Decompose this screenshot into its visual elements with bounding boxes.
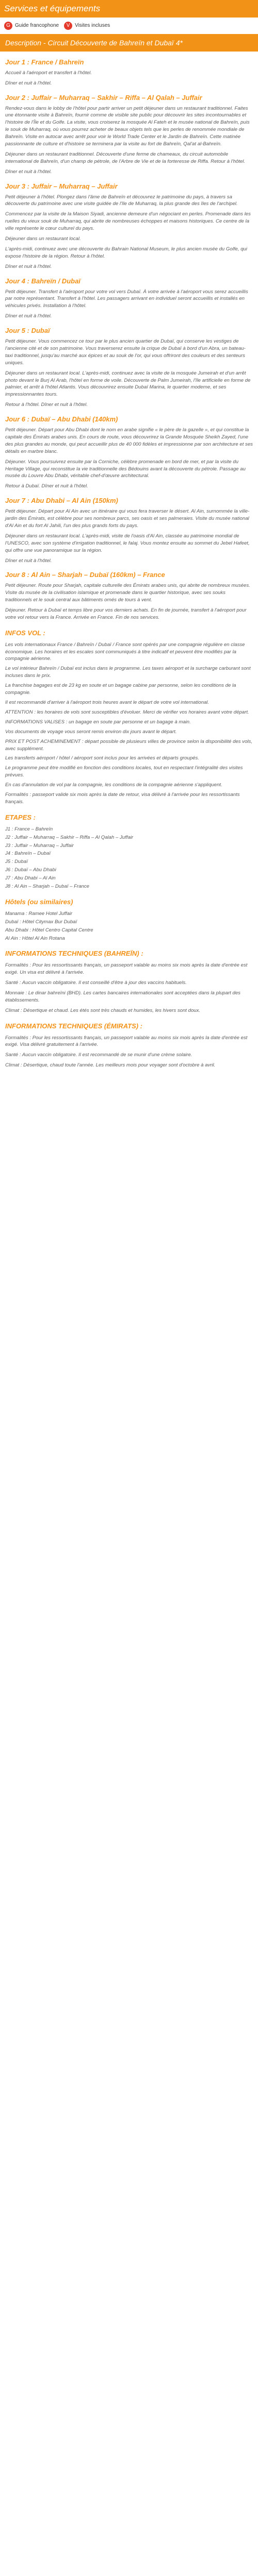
days-list [0, 58, 258, 621]
tech-paragraph: Santé : Aucun vaccin obligatoire. Il est recommandé de se munir d'une crème solaire. [5, 1052, 192, 1058]
day-title: Jour 7 : Abu Dhabi – Al Ain (150km) [5, 497, 118, 505]
day-paragraph: Commencez par la visite de la Maison Siyadi, ancienne demeure d'un négociant en perles. Promenade dans les ruelles du vieux souk de Muharraq, qui abrite de nombreuses échoppes et maisons historiques. Ce centre de la ville représente le cœur culturel du pays. [5, 211, 251, 232]
description-title: Description - Circuit Découverte de Bahreïn et Dubaï 4* [0, 34, 258, 52]
day-paragraph: Déjeuner. Retour à Dubaï et temps libre pour vos derniers achats. En fin de journée, transfert à l'aéroport pour votre vol retour vers la France. Arrivée en France. Fin de nos services. [5, 607, 247, 620]
step-item: J8 : Al Ain – Sharjah – Dubaï – France [5, 884, 90, 890]
day-title: Jour 3 : Juffair – Muharraq – Juffair [5, 182, 118, 190]
tech-paragraph: Monnaie : Le dinar bahreïni (BHD). Les cartes bancaires internationales sont acceptées dans la plupart des établissements. [5, 990, 240, 1003]
day-title: Jour 5 : Dubaï [5, 327, 50, 335]
hotels-title: Hôtels (ou similaires) [5, 897, 73, 906]
day-paragraph: Dîner et nuit à l'hôtel. [5, 313, 52, 319]
step-item: J4 : Bahreïn – Dubaï [5, 851, 51, 857]
banner-title: Services et équipements [4, 4, 101, 13]
day-paragraph: Retour à Dubaï. Dîner et nuit à l'hôtel. [5, 483, 88, 489]
tech-ae-section [5, 1035, 253, 1070]
legend-included [64, 22, 110, 30]
info-paragraph: Le vol intérieur Bahreïn / Dubaï est inclus dans le programme. Les taxes aéroport et la surcharge carburant sont incluses dans le prix. [5, 666, 251, 679]
info-paragraph: Les vols internationaux France / Bahreïn / Dubaï / France sont opérés par une compagnie régulière en classe économique. Les horaires et les escales sont communiqués à titre indicatif et peuvent être modifiés par la compagnie aérienne. [5, 641, 245, 662]
day-title: Jour 1 : France / Bahreïn [5, 58, 84, 66]
info-paragraph: Le programme peut être modifié en fonction des conditions locales, tout en respectant l'intégralité des visites prévues. [5, 765, 243, 778]
day-paragraph: Petit déjeuner à l'hôtel. Plongez dans l'âme de Bahreïn et découvrez le patrimoine du pays, à travers sa découverte du patrimoine avec une visite guidée de l'île de Muharraq, la plus grande des îles de l'archipel. [5, 194, 238, 207]
info-paragraph: Il est recommandé d'arriver à l'aéroport trois heures avant le départ de votre vol international. [5, 699, 209, 705]
day-section [0, 93, 258, 176]
infos-section [0, 641, 258, 806]
info-paragraph: Les transferts aéroport / hôtel / aéroport sont inclus pour les arrivées et départs groupés. [5, 755, 199, 761]
legend-guide [4, 22, 59, 30]
day-paragraph: Déjeuner dans un restaurant local. [5, 236, 81, 242]
services-banner [0, 0, 258, 18]
day-paragraph: Dîner et nuit à l'hôtel. [5, 80, 52, 86]
page [0, 0, 258, 1069]
info-paragraph: La franchise bagages est de 23 kg en soute et un bagage cabine par personne, selon les conditions de la compagnie. [5, 683, 236, 696]
day-paragraph: Petit déjeuner. Transfert à l'aéroport pour votre vol vers Dubaï. À votre arrivée à l'aéroport vous serez accueillis par notre représentant. Transfert à l'hôtel. Les passagers arrivant en individuel seront accueillis et installés en véhicules privés. Installation à l'hôtel. [5, 289, 248, 309]
day-paragraph: L'après-midi, continuez avec une découverte du Bahrain National Museum, le plus ancien musée du Golfe, qui expose l'histoire de la région. Retour à l'hôtel. [5, 246, 247, 259]
steps-list [5, 826, 253, 890]
day-section [0, 182, 258, 270]
step-item: J1 : France – Bahreïn [5, 826, 53, 832]
hotel-item: Dubaï : Hôtel Citymax Bur Dubaï [5, 919, 77, 925]
day-paragraph: Petit déjeuner. Départ pour Abu Dhabi dont le nom en arabe signifie « le père de la gazelle », et qui constitue la capitale des Émirats arabes unis. En cours de route, vous découvrirez la Grande Mosquée Sheikh Zayed, l'une des plus grandes au monde, qui peut accueillir plus de 40 000 fidèles et impressionne par son architecture et ses détails en marbre blanc. [5, 427, 253, 454]
tech-bh-section [5, 962, 253, 1014]
tech-paragraph: Santé : Aucun vaccin obligatoire. Il est conseillé d'être à jour des vaccins habituels. [5, 980, 187, 986]
day-section [0, 570, 258, 621]
day-paragraph: Déjeuner dans un restaurant traditionnel. Découverte d'une ferme de chameaux, du circuit automobile international de Bahreïn, d'un champ de pétrole, de l'Arbre de Vie et de la forteresse de Riffa. Retour à l'hôtel. [5, 151, 246, 164]
hotel-item: Manama : Ramee Hotel Juffair [5, 910, 73, 917]
info-paragraph: Formalités : passeport valide six mois après la date de retour, visa délivré à l'arrivée pour les ressortissants français. [5, 792, 240, 805]
day-title: Jour 4 : Bahreïn / Dubaï [5, 277, 80, 285]
info-paragraph: En cas d'annulation de vol par la compagnie, les conditions de la compagnie aérienne s'appliquent. [5, 782, 222, 788]
day-paragraph: Dîner et nuit à l'hôtel. [5, 168, 52, 175]
legend [0, 18, 258, 34]
day-section [0, 496, 258, 564]
tech-paragraph: Climat : Désertique, chaud toute l'année. Les meilleurs mois pour voyager sont d'octobre à avril. [5, 1062, 216, 1069]
steps-title: ETAPES : [5, 813, 36, 821]
visits-icon: V [64, 22, 72, 30]
hotel-item: Al Ain : Hôtel Al Ain Rotana [5, 935, 65, 941]
tech-ae-title: INFORMATIONS TECHNIQUES (ÉMIRATS) : [5, 1022, 143, 1030]
day-paragraph: Déjeuner dans un restaurant local. L'après-midi, visite de l'oasis d'Al Ain, classée au patrimoine mondial de l'UNESCO, avec son système d'irrigation traditionnel, le falaj. Vous montez ensuite au sommet du Jebel Hafeet, qui offre une vue panoramique sur la région. [5, 533, 250, 553]
day-section [0, 277, 258, 320]
step-item: J3 : Juffair – Muharraq – Juffair [5, 842, 74, 849]
info-paragraph: PRIX ET POST ACHEMINEMENT : départ possible de plusieurs villes de province selon la disponibilité des vols, avec supplément. [5, 738, 252, 752]
day-paragraph: Dîner et nuit à l'hôtel. [5, 557, 52, 564]
step-item: J6 : Dubaï – Abu Dhabi [5, 867, 56, 873]
day-paragraph: Retour à l'hôtel. Dîner et nuit à l'hôtel. [5, 402, 88, 408]
step-item: J7 : Abu Dhabi – Al Ain [5, 875, 56, 882]
info-paragraph: ATTENTION : les horaires de vols sont susceptibles d'évoluer. Merci de vérifier vos horaires avant votre départ. [5, 709, 249, 715]
infos-title: INFOS VOL : [5, 629, 45, 637]
tech-bh-title: INFORMATIONS TECHNIQUES (BAHREÏN) : [5, 950, 143, 958]
day-title: Jour 6 : Dubaï – Abu Dhabi (140km) [5, 415, 118, 423]
tech-paragraph: Formalités : Pour les ressortissants français, un passeport valable au moins six mois après la date d'entrée est exigé. Visa délivré gratuitement à l'arrivée. [5, 1035, 248, 1048]
legend-guide-label: Guide francophone [15, 22, 59, 28]
info-paragraph: Vos documents de voyage vous seront remis environ dix jours avant le départ. [5, 728, 177, 735]
hotel-item: Abu Dhabi : Hôtel Centro Capital Centre [5, 927, 93, 933]
day-paragraph: Petit déjeuner. Route pour Sharjah, capitale culturelle des Émirats arabes unis, qui abrite de nombreux musées. Visite du musée de la civilisation islamique et promenade dans le quartier historique, avec ses souks traditionnels et le souk central aux bâtiments ornés de tours à vent. [5, 583, 250, 603]
day-section [0, 415, 258, 490]
step-item: J2 : Juffair – Muharraq – Sakhir – Riffa – Al Qalah – Juffair [5, 834, 134, 840]
tech-paragraph: Climat : Désertique et chaud. Les étés sont très chauds et humides, les hivers sont doux. [5, 1007, 201, 1013]
day-paragraph: Accueil à l'aéroport et transfert à l'hôtel. [5, 70, 92, 76]
day-paragraph: Rendez-vous dans le lobby de l'hôtel pour partir arriver un petit déjeuner dans un restaurant traditionnel. Faites une étonnante visite à Bahreïn, fournir comme de visible site public pour découvrir les sites incontournables et l'histoire de l'Île et du Golfe. La visite, vous croiserez la mosquée Al Fateh et le musée national de Bahreïn, puis le souk de Muharraq, où vous pourrez acheter de beaux objets tels que les perles de renommée mondiale de Bahreïn. Visite en autocar avec arrêt pour voir le World Trade Center et le Jardin de Bahreïn. Cette matinée passionnante de culture et d'histoire se terminera par la visite au fort de Bahreïn, Qal'at al-Bahreïn. [5, 105, 250, 147]
day-paragraph: Déjeuner dans un restaurant local. L'après-midi, continuez avec la visite de la mosquée Jumeirah et d'un arrêt photo devant le Burj Al Arab, l'hôtel en forme de voile. Découverte de Palm Jumeirah, l'île artificielle en forme de palmier, et arrêt à l'hôtel Atlantis. Vous découvrirez ensuite Dubaï Marina, le quartier moderne, et ses impressionnantes tours. [5, 370, 251, 398]
day-section [0, 58, 258, 87]
day-paragraph: Déjeuner. Vous poursuivrez ensuite par la Corniche, célèbre promenade en bord de mer, et par la visite du Heritage Village, qui reconstitue la vie traditionnelle des Bédouins avant la découverte du pétrole. Passage au musée du Louvre Abu Dhabi, véritable chef-d'œuvre architectural. [5, 459, 246, 479]
day-section [0, 326, 258, 409]
legend-included-label: Visites incluses [75, 22, 110, 28]
step-item: J5 : Dubaï [5, 859, 28, 865]
guide-icon: G [4, 22, 12, 30]
tech-paragraph: Formalités : Pour les ressortissants français, un passeport valable au moins six mois après la date d'entrée est exigé. Un visa est délivré à l'arrivée. [5, 962, 248, 976]
day-title: Jour 8 : Al Ain – Sharjah – Dubaï (160km) – France [5, 571, 165, 579]
info-paragraph: INFORMATIONS VALISES : un bagage en soute par personne et un bagage à main. [5, 719, 191, 725]
day-paragraph: Dîner et nuit à l'hôtel. [5, 263, 52, 269]
hotels-list [5, 910, 253, 942]
day-paragraph: Petit déjeuner. Vous commencez ce tour par le plus ancien quartier de Dubaï, qui conserve les vestiges de l'ancienne cité et de son patrimoine. Vous traverserez ensuite la crique de Dubaï à bord d'un Abra, un bateau-taxi traditionnel, jusqu'au marché aux épices et au souk de l'or, qui vous offriront des couleurs et des senteurs uniques. [5, 338, 246, 366]
day-title: Jour 2 : Juffair – Muharraq – Sakhir – Riffa – Al Qalah – Juffair [5, 93, 202, 101]
day-paragraph: Petit déjeuner. Départ pour Al Ain avec un itinéraire qui vous fera traverser le désert. Al Ain, surnommée la ville-jardin des Émirats, est célèbre pour ses nombreux parcs, ses oasis et ses palmeraies. Visite du musée national d'Al Ain et du fort Al Jahili, l'un des plus grands forts du pays. [5, 509, 250, 529]
